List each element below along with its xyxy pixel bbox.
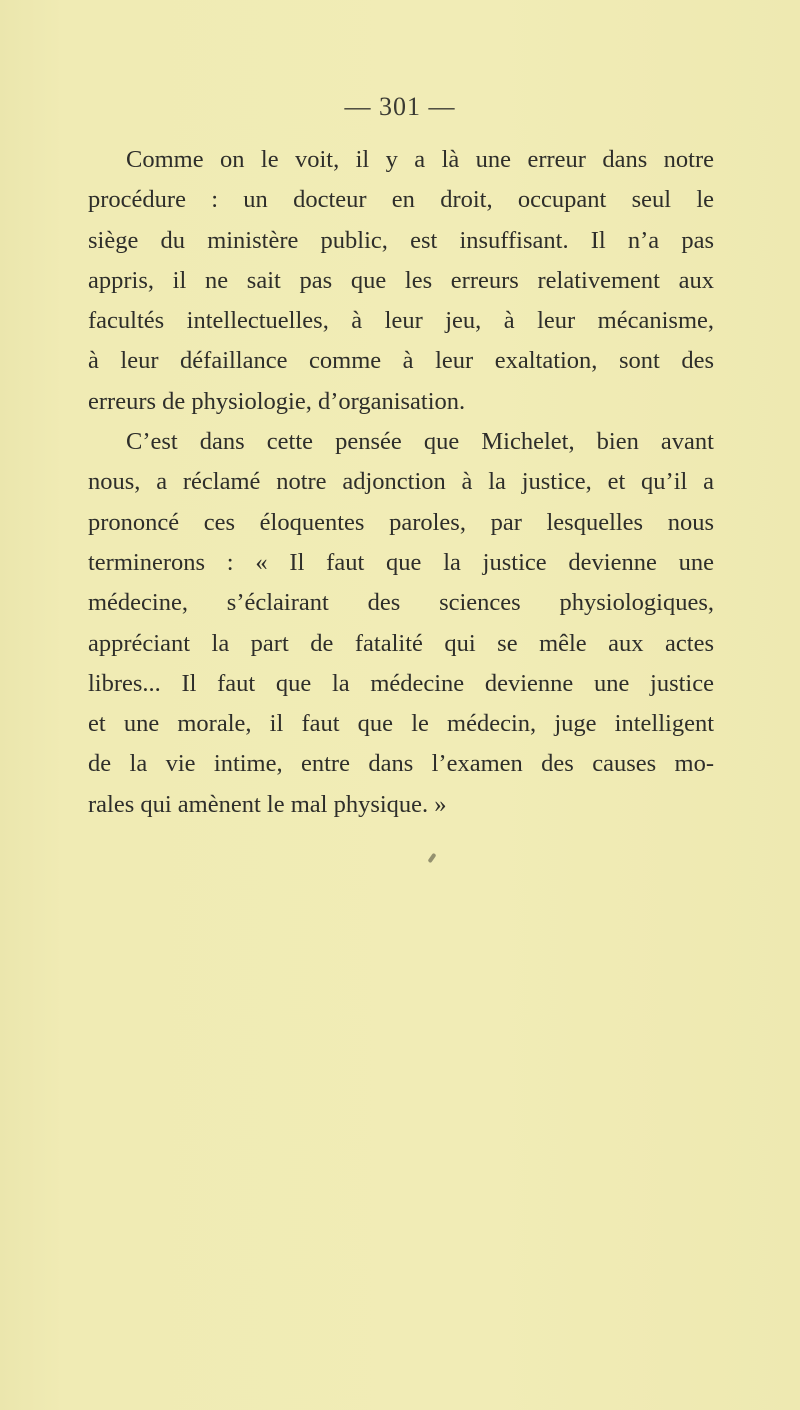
text-line: nous, a réclamé notre adjonction à la justice, et qu’il a <box>88 468 714 496</box>
text-line: et une morale, il faut que le médecin, juge intelligent <box>88 710 714 738</box>
text-line: médecine, s’éclairant des sciences physiologiques, <box>88 589 714 617</box>
page-number: — 301 — <box>344 92 456 121</box>
text-line: de la vie intime, entre dans l’examen des causes mo- <box>88 750 714 778</box>
body-text <box>88 140 714 825</box>
text-line: terminerons : « Il faut que la justice devienne une <box>88 548 714 576</box>
text-line: facultés intellectuelles, à leur jeu, à leur mécanisme, <box>88 307 714 335</box>
text-line: C’est dans cette pensée que Michelet, bien avant <box>126 428 714 456</box>
text-line: à leur défaillance comme à leur exaltation, sont des <box>88 347 714 375</box>
text-line: appris, il ne sait pas que les erreurs relativement aux <box>88 266 714 294</box>
text-line: procédure : un docteur en droit, occupant seul le <box>88 186 714 214</box>
text-line: appréciant la part de fatalité qui se mêle aux actes <box>88 629 714 657</box>
text-line: Comme on le voit, il y a là une erreur dans notre <box>126 146 714 173</box>
text-line: libres... Il faut que la médecine devienne une justice <box>88 669 714 697</box>
text-line: prononcé ces éloquentes paroles, par lesquelles nous <box>88 508 714 536</box>
text-line: rales qui amènent le mal physique. » <box>88 790 447 818</box>
text-line: erreurs de physiologie, d’organisation. <box>88 387 466 415</box>
text-line: siège du ministère public, est insuffisant. Il n’a pas <box>88 226 714 254</box>
ink-mark <box>427 853 436 863</box>
